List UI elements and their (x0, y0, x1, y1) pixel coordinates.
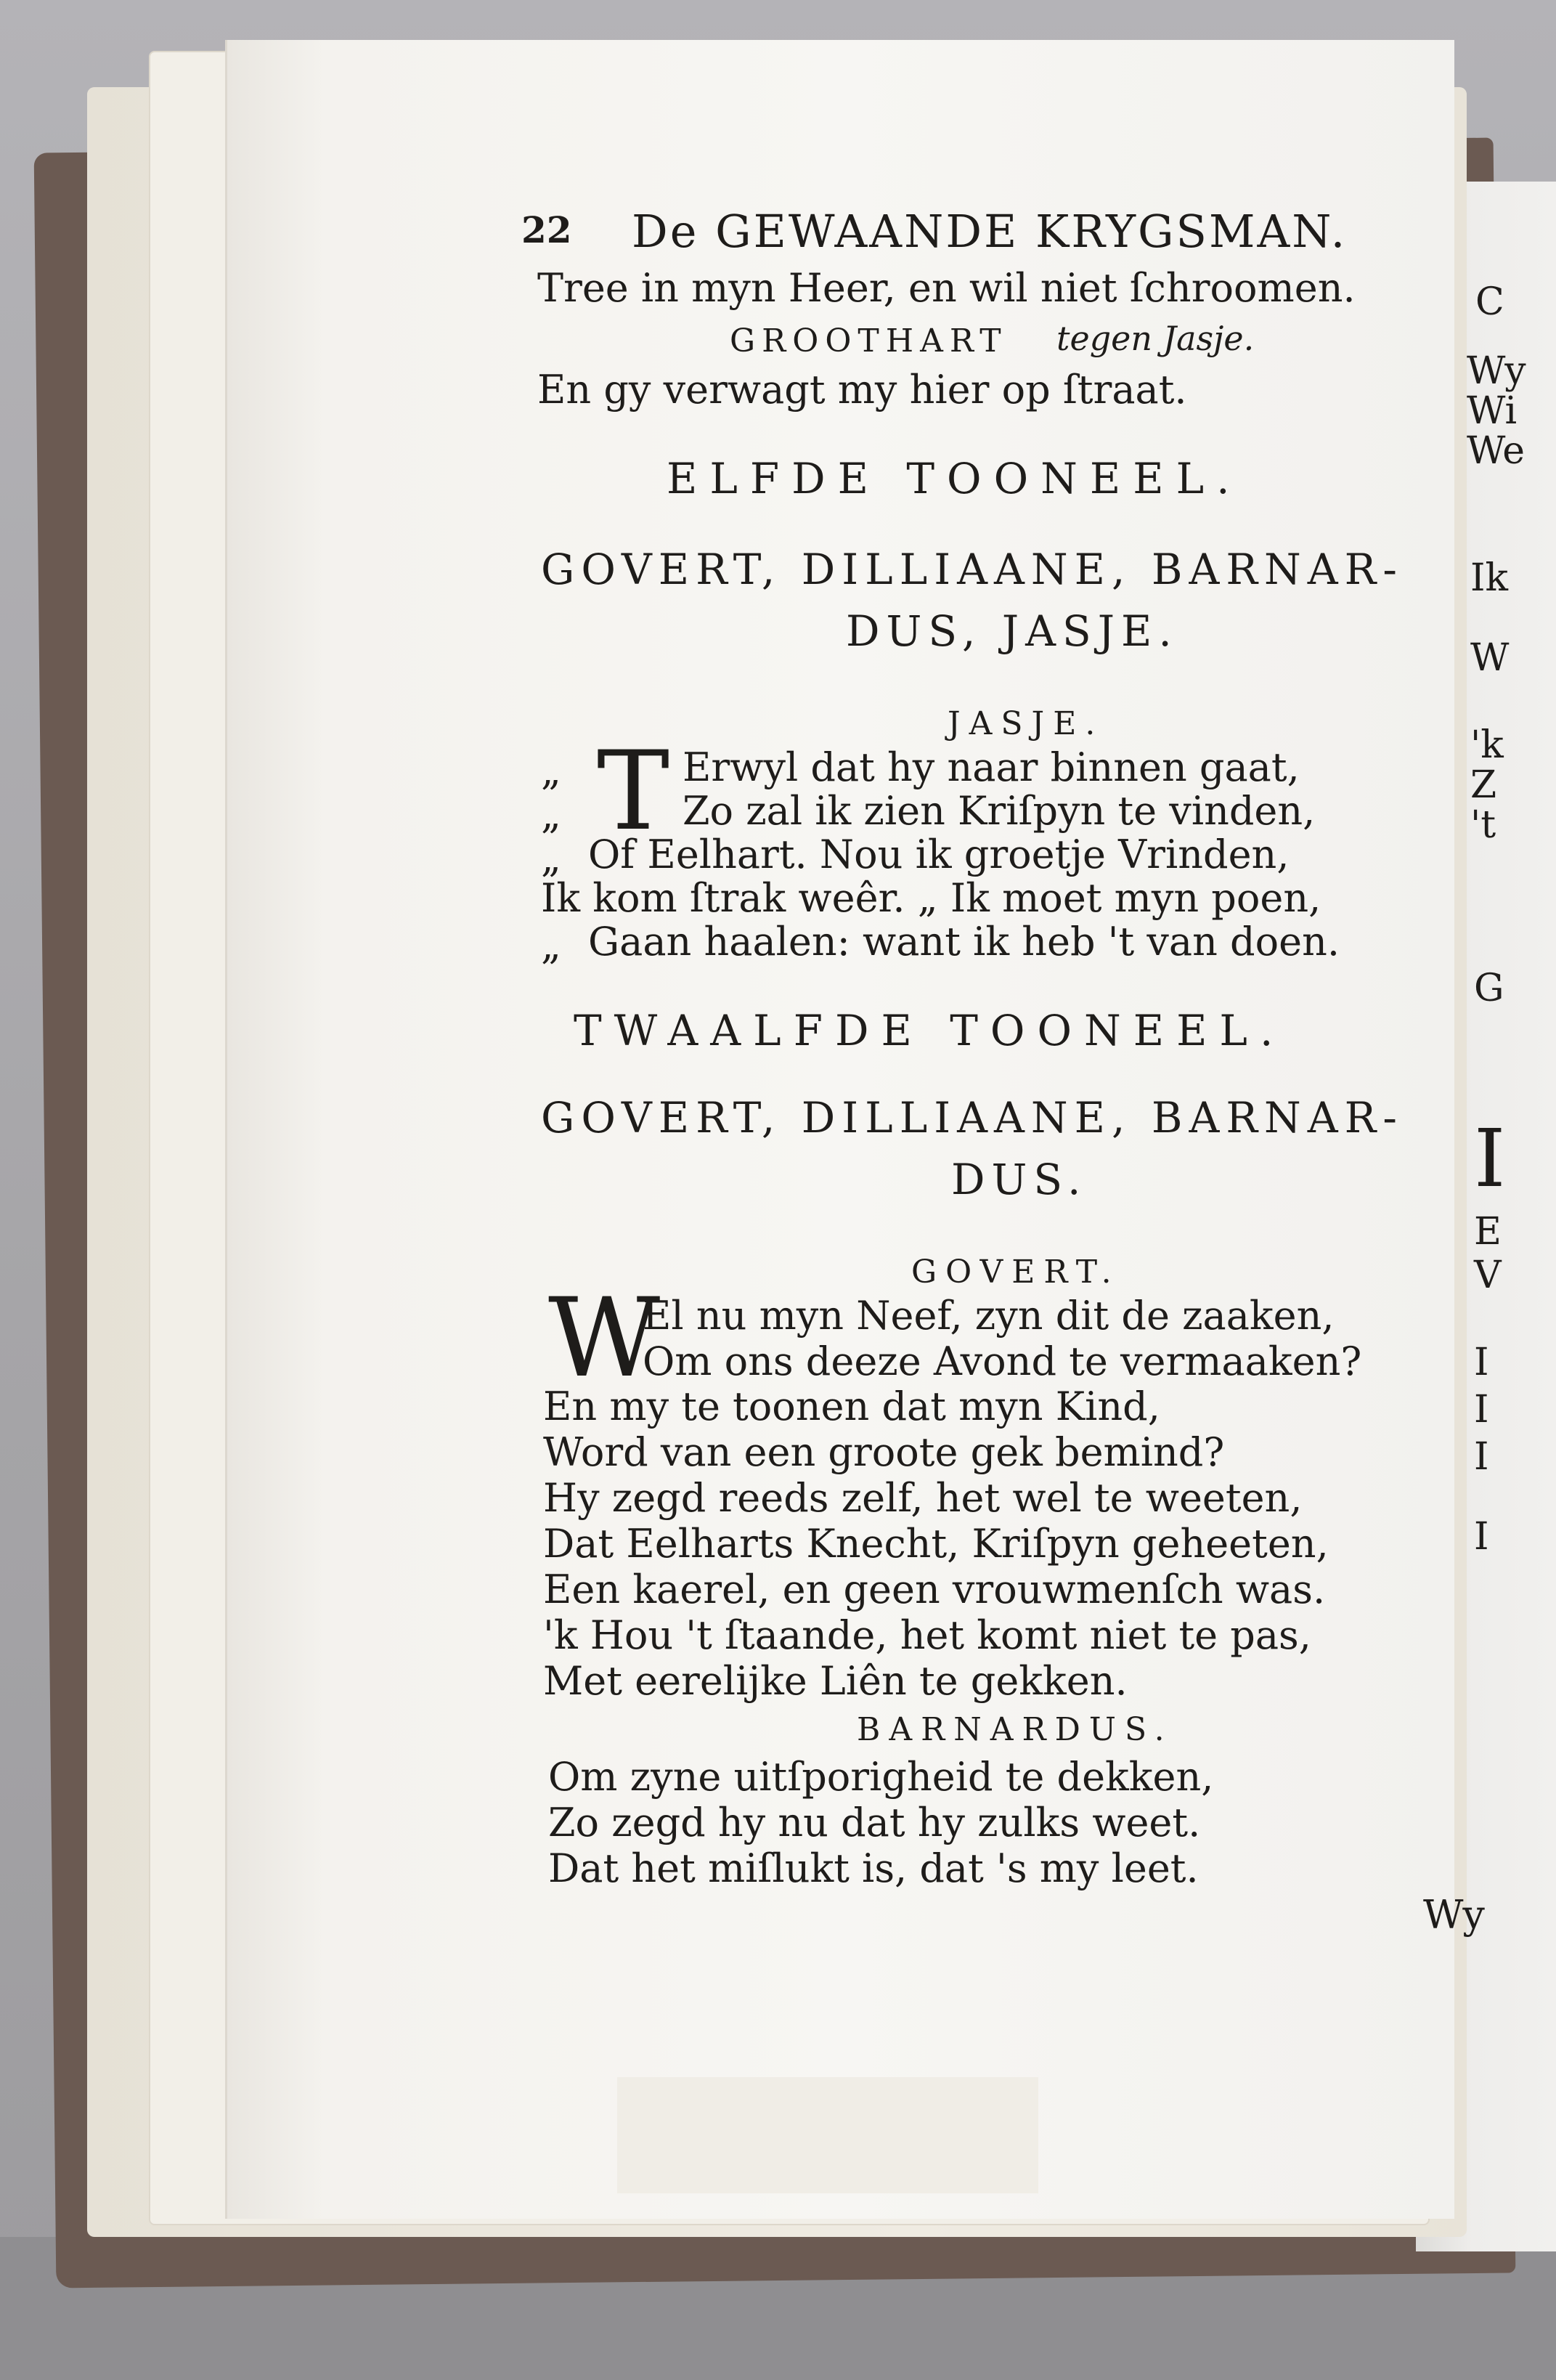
verse-line: En my te toonen dat myn Kind, (543, 1384, 1160, 1429)
cast-list: DUS. (951, 1155, 1088, 1204)
scene-title: TWAALFDE TOONEEL. (574, 1006, 1286, 1055)
quote-mark: „ (541, 792, 561, 837)
verse-line: El nu myn Neef, zyn dit de zaaken, (643, 1293, 1335, 1339)
speaker-name: JASJE. (948, 705, 1104, 742)
verse-line: Zo zal ik zien Kriſpyn te vinden, (683, 788, 1316, 834)
verse-line: Tree in myn Heer, en wil niet ſchroomen. (537, 265, 1356, 311)
cast-list: GOVERT, DILLIAANE, BARNAR- (541, 1093, 1404, 1142)
running-head: De GEWAANDE KRYGSMAN. (632, 205, 1348, 258)
facing-page-fragment: Wy (1467, 349, 1526, 393)
verse-line: Zo zegd hy nu dat hy zulks weet. (548, 1800, 1201, 1845)
verse-line: Hy zegd reeds zelf, het wel te weeten, (543, 1475, 1303, 1521)
verse-line: Een kaerel, en geen vrouwmenſch was. (543, 1567, 1326, 1612)
verse-line: En gy verwagt my hier op ſtraat. (537, 367, 1187, 413)
drop-cap: T (597, 728, 670, 855)
verse-line: Dat het miſlukt is, dat 's my leet. (548, 1845, 1199, 1891)
verse-line: Of Eelhart. Nou ik groetje Vrinden, (588, 832, 1290, 877)
facing-page-fragment: I (1474, 1435, 1489, 1479)
facing-page-fragment: G (1474, 967, 1504, 1010)
facing-page-fragment: 't (1470, 803, 1496, 847)
facing-page-fragment: 'k (1470, 723, 1504, 767)
quote-mark: „ (541, 835, 561, 881)
paper-patch (617, 2077, 1038, 2193)
stage-direction-speaker: GROOTHART (730, 322, 1008, 360)
facing-page-fragment: V (1474, 1254, 1502, 1297)
verse-line: Met eerelijke Liên te gekken. (543, 1658, 1128, 1704)
quote-mark: „ (541, 922, 561, 968)
cast-list: GOVERT, DILLIAANE, BARNAR- (541, 545, 1404, 594)
verse-line: Erwyl dat hy naar binnen gaat, (683, 744, 1300, 790)
facing-page-fragment: C (1475, 280, 1504, 324)
facing-page-fragment: I (1474, 1388, 1489, 1431)
verse-line: 'k Hou 't ſtaande, het komt niet te pas, (543, 1612, 1311, 1658)
verse-line: Gaan haalen: want ik heb 't van doen. (588, 919, 1340, 964)
facing-page-fragment: Ik (1470, 556, 1509, 600)
quote-mark: „ (541, 748, 561, 794)
scene-title: ELFDE TOONEEL. (667, 454, 1242, 503)
verse-line: Dat Eelharts Knecht, Kriſpyn geheeten, (543, 1521, 1329, 1567)
facing-page-fragment: E (1474, 1210, 1502, 1254)
facing-page-fragment: We (1467, 429, 1525, 473)
cast-list: DUS, JASJE. (846, 606, 1178, 656)
facing-page-fragment: Wi (1467, 389, 1518, 433)
speaker-name: BARNARDUS. (857, 1711, 1173, 1748)
facing-page-fragment: W (1470, 636, 1510, 680)
catchword: Wy (1423, 1892, 1485, 1938)
stage-direction: tegen Jasje. (1056, 319, 1255, 358)
verse-line: Ik kom ſtrak weêr. „ Ik moet myn poen, (541, 875, 1321, 921)
page-number: 22 (521, 208, 572, 251)
verse-line: Om zyne uitſporigheid te dekken, (548, 1754, 1214, 1800)
verse-line: Om ons deeze Avond te vermaaken? (643, 1339, 1362, 1384)
facing-page-fragment: Z (1470, 763, 1497, 807)
speaker-name: GOVERT. (911, 1254, 1120, 1291)
drop-cap: W (548, 1275, 661, 1402)
facing-page-fragment: I (1474, 1515, 1489, 1559)
facing-page-fragment: I (1474, 1112, 1506, 1205)
verse-line: Word van een groote gek bemind? (543, 1429, 1225, 1475)
facing-page-fragment: I (1474, 1341, 1489, 1384)
